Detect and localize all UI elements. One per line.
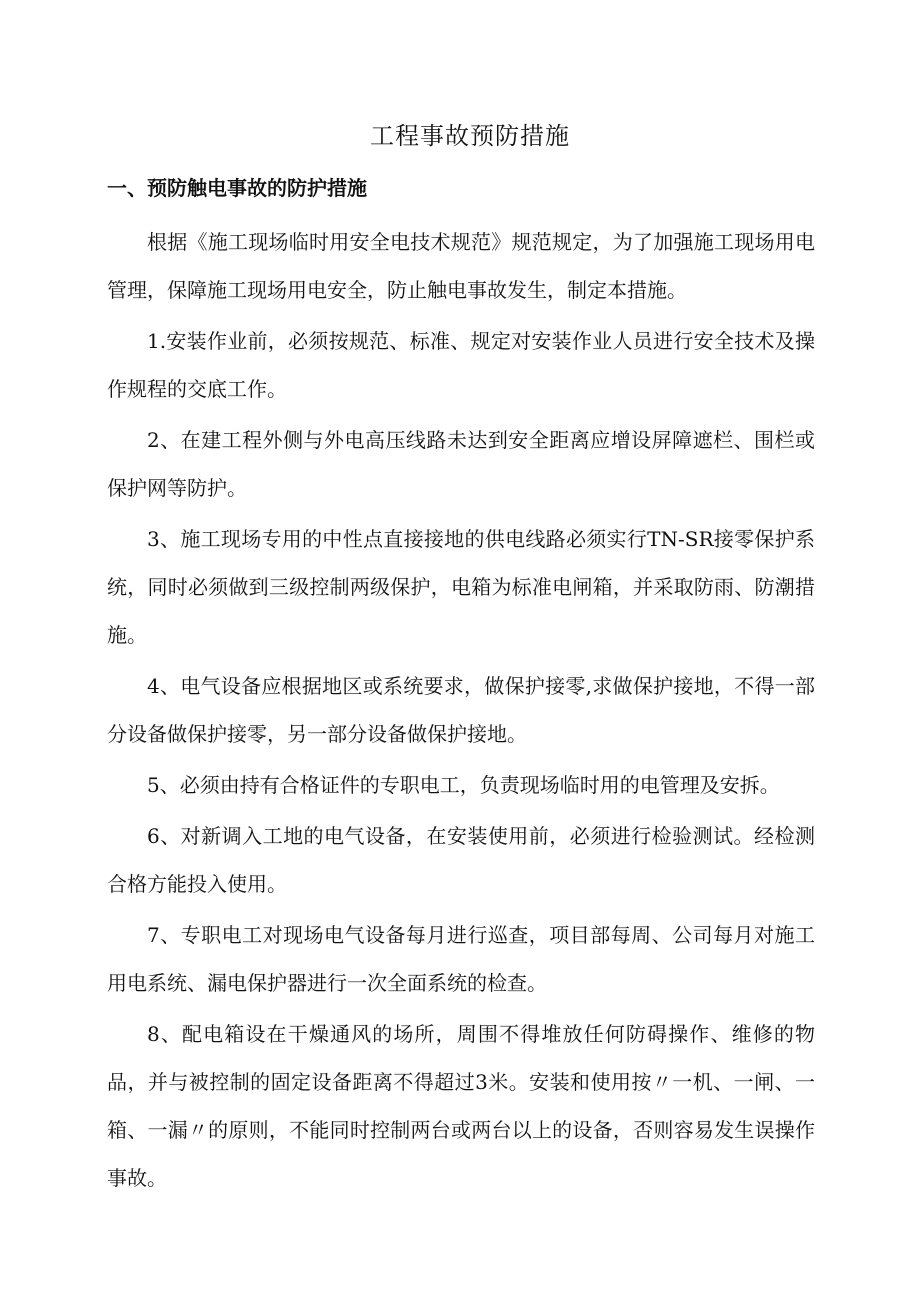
paragraph-item-4: 4、电气设备应根据地区或系统要求，做保护接零,求做保护接地，不得一部分设备做保护接零，另一部分设备做保护接地。: [107, 674, 815, 746]
paragraph-item-6: 6、对新调入工地的电气设备，在安装使用前，必须进行检验测试。经检测合格方能投入使用。: [107, 824, 815, 896]
paragraph-item-3: 3、施工现场专用的中性点直接接地的供电线路必须实行TN-SR接零保护系统，同时必须做到三级控制两级保护，电箱为标准电闸箱，并采取防雨、防潮措施。: [107, 527, 815, 647]
document-title: 工程事故预防措施: [370, 122, 570, 150]
paragraph-item-2: 2、在建工程外侧与外电高压线路未达到安全距离应增设屏障遮栏、围栏或保护网等防护。: [107, 428, 815, 500]
paragraph-item-8: 8、配电箱设在干燥通风的场所，周围不得堆放任何防碍操作、维修的物品，并与被控制的固定设备距离不得超过3米。安装和使用按〃一机、一闸、一箱、一漏〃的原则，不能同时控制两台或两台以上的设备，否则容易发生误操作事故。: [107, 1022, 815, 1190]
section-heading: 一、预防触电事故的防护措施: [107, 176, 367, 200]
paragraph-item-1: 1.安装作业前，必须按规范、标准、规定对安装作业人员进行安全技术及操作规程的交底工作。: [107, 329, 815, 401]
document-page: [107, 118, 815, 1205]
paragraph-item-7: 7、专职电工对现场电气设备每月进行巡查，项目部每周、公司每月对施工用电系统、漏电保护器进行一次全面系统的检查。: [107, 923, 815, 995]
paragraph-intro: 根据《施工现场临时用安全电技术规范》规范规定，为了加强施工现场用电管理，保障施工现场用电安全，防止触电事故发生，制定本措施。: [107, 230, 815, 302]
paragraph-item-5: 5、必须由持有合格证件的专职电工，负责现场临时用的电管理及安拆。: [147, 773, 780, 797]
